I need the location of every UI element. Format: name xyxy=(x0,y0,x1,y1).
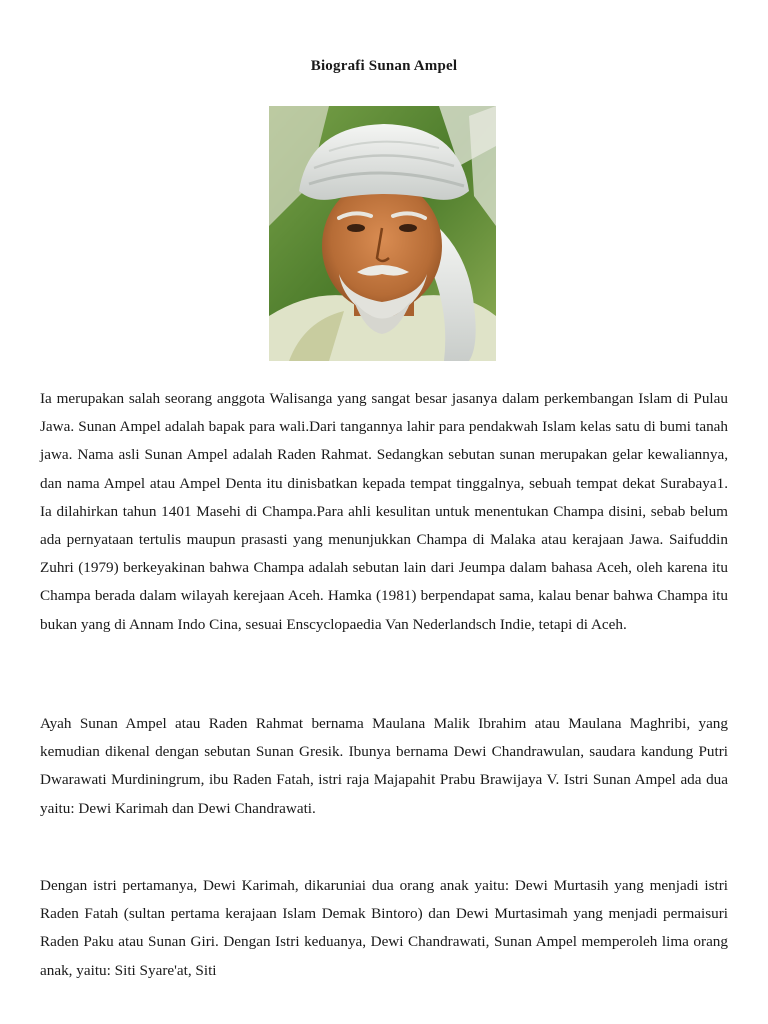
paragraph-text: Ia merupakan salah seorang anggota Walisanga yang sangat besar jasanya dalam perkembangan Islam di Pulau Jawa. Sunan Ampel adalah bapak para wali.Dari tangannya lahir para pendakwah Islam kelas satu di bumi tanah jawa. Nama asli Sunan Ampel adalah Raden Rahmat. Sedangkan sebutan sunan merupakan gelar kewaliannya, dan nama Ampel atau Ampel Denta itu dinisbatkan kepada tempat tinggalnya, sebuah tempat dekat Surabaya1. Ia dilahirkan tahun 1401 Masehi di Champa.Para ahli kesulitan untuk menentukan Champa disini, sebab belum ada pernyataan tertulis maupun prasasti yang menunjukkan Champa di Malaka atau kerajaan Jawa. Saifuddin Zuhri (1979) berkeyakinan bahwa Champa adalah sebutan lain dari Jeumpa dalam bahasa Aceh, oleh karena itu Champa berada dalam wilayah kerejaan Aceh. Hamka (1981) berpendapat sama, kalau benar bahwa Champa itu bukan yang di Annam Indo Cina, sesuai Enscyclopaedia Van Nederlandsch Indie, tetapi di Aceh. xyxy=(40,390,728,633)
paragraph-text: Ayah Sunan Ampel atau Raden Rahmat bernama Maulana Malik Ibrahim atau Maulana Maghribi, yang kemudian dikenal dengan sebutan Sunan Gresik. Ibunya bernama Dewi Chandrawulan, saudara kandung Putri Dwarawati Murdiningrum, ibu Raden Fatah, istri raja Majapahit Prabu Brawijaya V. Istri Sunan Ampel ada dua yaitu: Dewi Karimah dan Dewi Chandrawati. xyxy=(40,715,728,817)
document-title: Biografi Sunan Ampel xyxy=(310,58,458,74)
paragraph-3 xyxy=(40,872,728,985)
paragraph-text: Dengan istri pertamanya, Dewi Karimah, dikaruniai dua orang anak yaitu: Dewi Murtasih yang menjadi istri Raden Fatah (sultan pertama kerajaan Islam Demak Bintoro) dan Dewi Murtasimah yang menjadi permaisuri Raden Paku atau Sunan Giri. Dengan Istri keduanya, Dewi Chandrawati, Sunan Ampel memperoleh lima orang anak, yaitu: Siti Syare'at, Siti xyxy=(40,877,728,979)
portrait-image xyxy=(269,106,496,361)
paragraph-1 xyxy=(40,385,728,639)
portrait-illustration xyxy=(269,106,496,361)
paragraph-2 xyxy=(40,710,728,823)
